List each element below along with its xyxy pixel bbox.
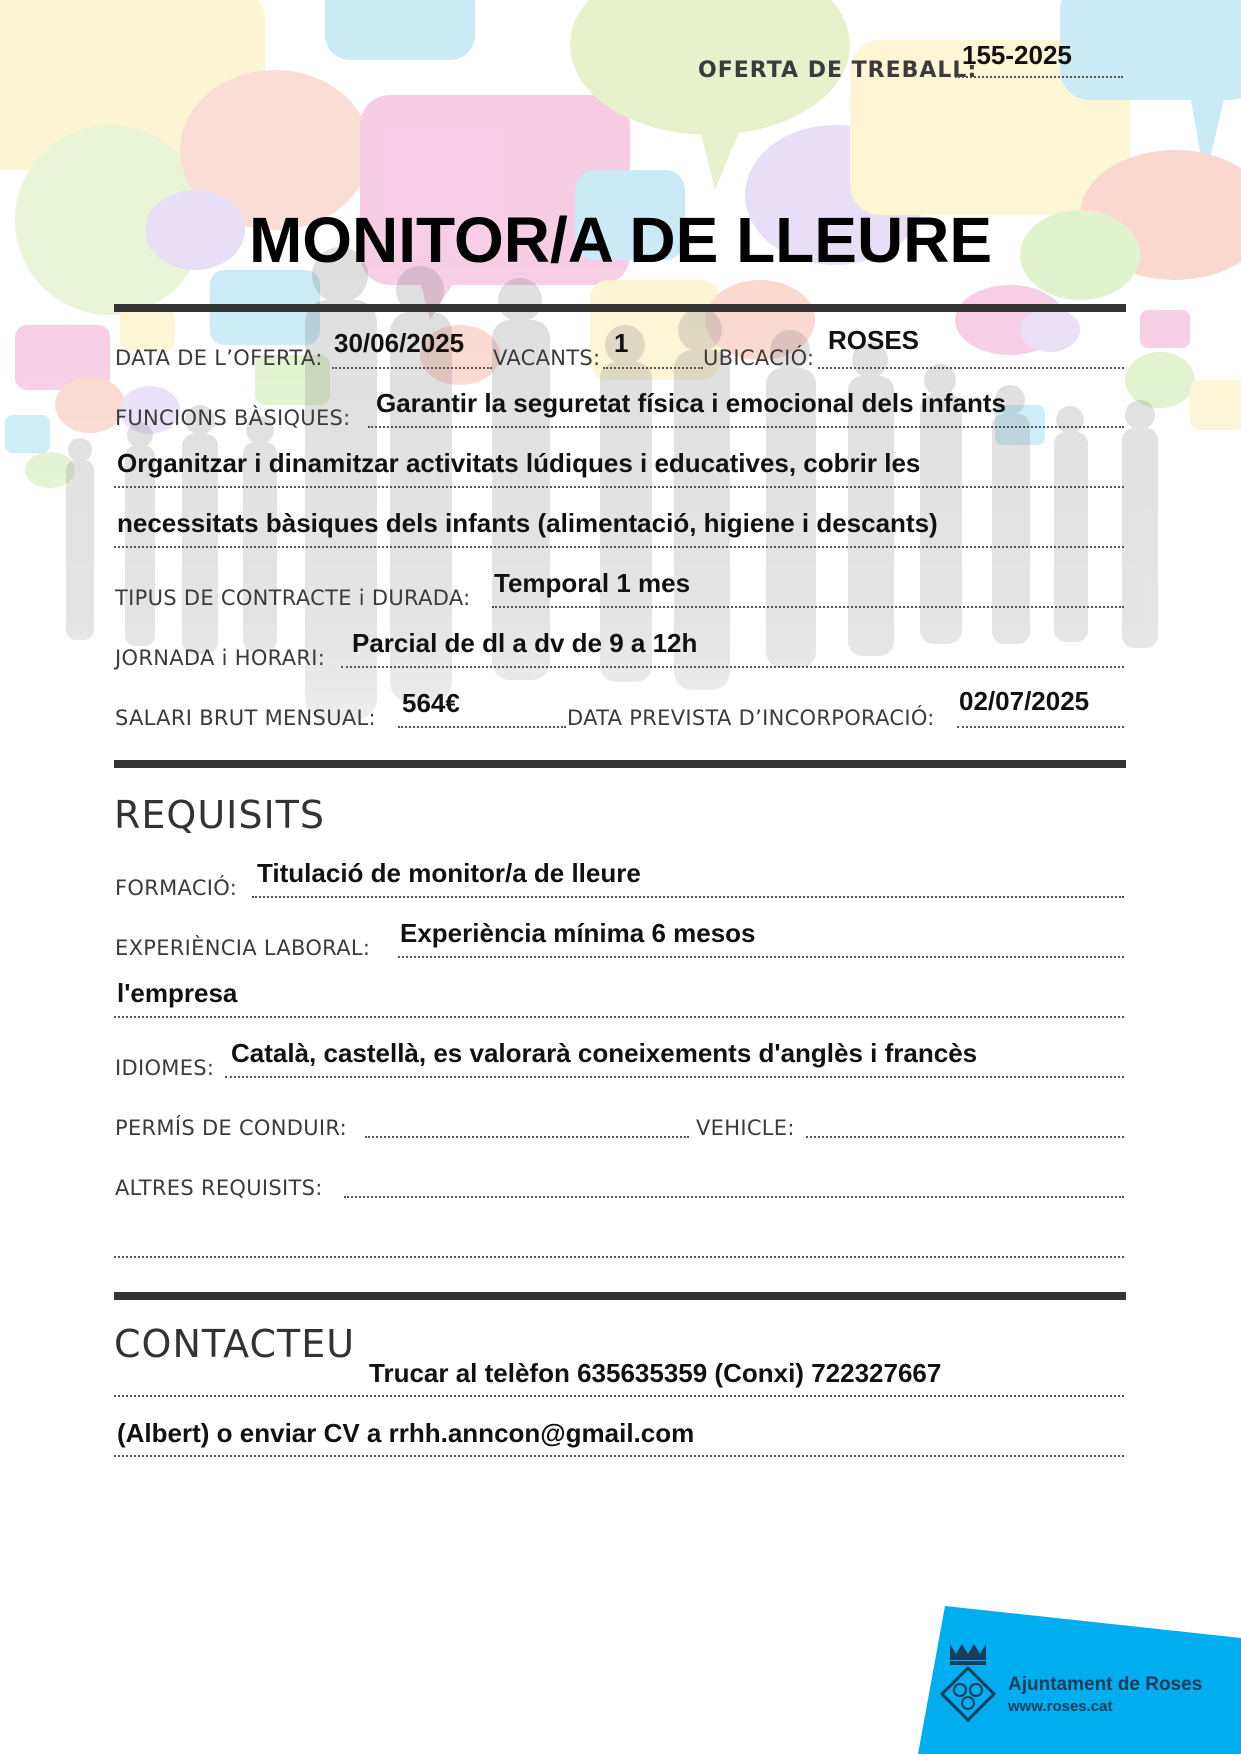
functions-line-2 <box>114 486 1124 488</box>
start-date-value: 02/07/2025 <box>959 686 1090 716</box>
vacants-label: VACANTS: <box>493 346 601 370</box>
other-requirements-label: ALTRES REQUISITS: <box>115 1176 323 1200</box>
functions-value-3: necessitats bàsiques dels infants (alimentació, higiene i descants) <box>117 508 938 538</box>
job-title: MONITOR/A DE LLEURE <box>248 204 993 276</box>
offer-date-value: 30/06/2025 <box>334 328 465 358</box>
languages-value: Català, castellà, es valorarà coneixements d'anglès i francès <box>231 1038 978 1068</box>
salary-label: SALARI BRUT MENSUAL: <box>115 706 376 730</box>
start-date-line <box>957 726 1124 728</box>
vacants-line <box>603 367 703 369</box>
offer-number-line <box>955 76 1123 78</box>
offer-date-label: DATA DE L’OFERTA: <box>115 346 323 370</box>
details-divider <box>114 760 1126 768</box>
offer-number-label: OFERTA DE TREBALL: <box>698 58 978 83</box>
other-requirements-line-1 <box>344 1196 1124 1198</box>
salary-line <box>398 726 566 728</box>
experience-line-1 <box>398 956 1124 958</box>
functions-value-2: Organitzar i dinamitzar activitats lúdiques i educatives, cobrir les <box>117 448 921 478</box>
contact-line-1 <box>114 1395 1124 1397</box>
experience-line-2 <box>114 1016 1124 1018</box>
location-value: ROSES <box>828 325 920 355</box>
roses-coat-of-arms-icon <box>938 1640 998 1726</box>
municipality-name: Ajuntament de Roses <box>1008 1674 1203 1695</box>
contract-value: Temporal 1 mes <box>494 568 691 598</box>
functions-value-1: Garantir la seguretat física i emocional dels infants <box>376 388 1006 418</box>
vacants-value: 1 <box>614 328 629 358</box>
contact-line-2 <box>114 1455 1124 1457</box>
title-divider <box>114 304 1126 312</box>
experience-value-2: l'empresa <box>117 978 238 1008</box>
languages-line <box>225 1076 1124 1078</box>
start-date-label: DATA PREVISTA D’INCORPORACIÓ: <box>567 706 935 730</box>
schedule-value: Parcial de dl a dv de 9 a 12h <box>352 628 698 658</box>
contract-line <box>492 606 1124 608</box>
salary-value: 564€ <box>402 688 460 718</box>
offer-number-value: 155-2025 <box>962 40 1072 70</box>
contact-heading: CONTACTEU <box>114 1322 356 1366</box>
municipality-logo <box>938 1640 1228 1740</box>
requirements-heading: REQUISITS <box>114 793 326 837</box>
contact-value-2: (Albert) o enviar CV a rrhh.anncon@gmail.com <box>117 1418 695 1448</box>
training-label: FORMACIÓ: <box>115 876 238 900</box>
vehicle-label: VEHICLE: <box>696 1116 795 1140</box>
driving-license-line <box>365 1136 689 1138</box>
location-line <box>818 367 1124 369</box>
other-requirements-line-2 <box>114 1256 1124 1258</box>
functions-line-3 <box>114 546 1124 548</box>
contact-value-1: Trucar al telèfon 635635359 (Conxi) 722327667 <box>369 1358 942 1388</box>
experience-value: Experiència mínima 6 mesos <box>400 918 756 948</box>
schedule-line <box>341 666 1124 668</box>
training-value: Titulació de monitor/a de lleure <box>257 858 641 888</box>
experience-label: EXPERIÈNCIA LABORAL: <box>115 936 371 960</box>
location-label: UBICACIÓ: <box>703 346 815 370</box>
languages-label: IDIOMES: <box>115 1056 215 1080</box>
driving-license-label: PERMÍS DE CONDUIR: <box>115 1116 348 1140</box>
municipality-website[interactable]: www.roses.cat <box>1008 1698 1113 1715</box>
schedule-label: JORNADA i HORARI: <box>115 646 326 670</box>
offer-date-line <box>332 367 492 369</box>
functions-line-1 <box>368 426 1124 428</box>
requirements-divider <box>114 1292 1126 1300</box>
functions-label: FUNCIONS BÀSIQUES: <box>115 406 351 430</box>
contract-label: TIPUS DE CONTRACTE i DURADA: <box>115 586 471 610</box>
vehicle-line <box>806 1136 1124 1138</box>
training-line <box>252 896 1124 898</box>
